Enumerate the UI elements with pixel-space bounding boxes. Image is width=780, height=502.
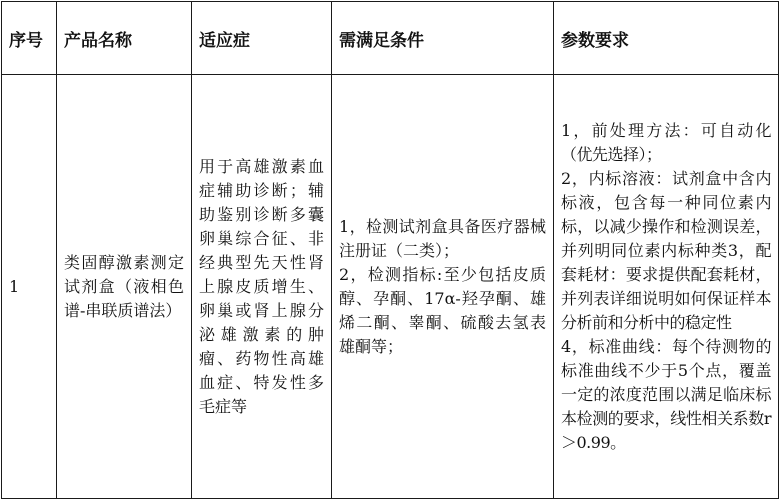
params-text: 1，前处理方法：可自动化（优先选择）； 2，内标溶液：试剂盒中含内标液，包含每一种同位素内标，以减少操作和检测误差，并列明同位素内标种类3，配套耗材：要求提供配套耗材，并列表详细说明如何保证样本分析前和分析中的稳定性 4，标准曲线：每个待测物的标准曲线不少于5个点，覆盖一定的浓度范围以满足临床标本检测的要求，线性相关系数r＞0.99。 — [561, 120, 771, 452]
cell-requirement — [332, 75, 554, 499]
header-indication: 适应症 — [192, 2, 332, 75]
header-requirement: 需满足条件 — [332, 2, 554, 75]
row-number: 1 — [9, 276, 20, 296]
requirement-text: 1，检测试剂盒具备医疗器械注册证（二类）； 2，检测指标:至少包括皮质醇、孕酮、17α-羟孕酮、雄烯二酮、睾酮、硫酸去氢表雄酮等； — [339, 216, 546, 356]
cell-product-name — [57, 75, 192, 499]
product-name: 类固醇激素测定试剂盒（液相色谱-串联质谱法） — [64, 252, 184, 320]
table-row — [2, 75, 779, 499]
header-no: 序号 — [2, 2, 57, 75]
indication-text: 用于高雄激素血症辅助诊断；辅助鉴别诊断多囊卵巢综合征、非经典型先天性肾上腺皮质增生、卵巢或肾上腺分泌雄激素的肿瘤、药物性高雄血症、特发性多毛症等 — [199, 156, 324, 416]
cell-no — [2, 75, 57, 499]
header-row — [2, 2, 779, 75]
cell-params — [554, 75, 779, 499]
header-product-name: 产品名称 — [57, 2, 192, 75]
cell-indication — [192, 75, 332, 499]
product-spec-table — [1, 1, 779, 499]
header-params: 参数要求 — [554, 2, 779, 75]
